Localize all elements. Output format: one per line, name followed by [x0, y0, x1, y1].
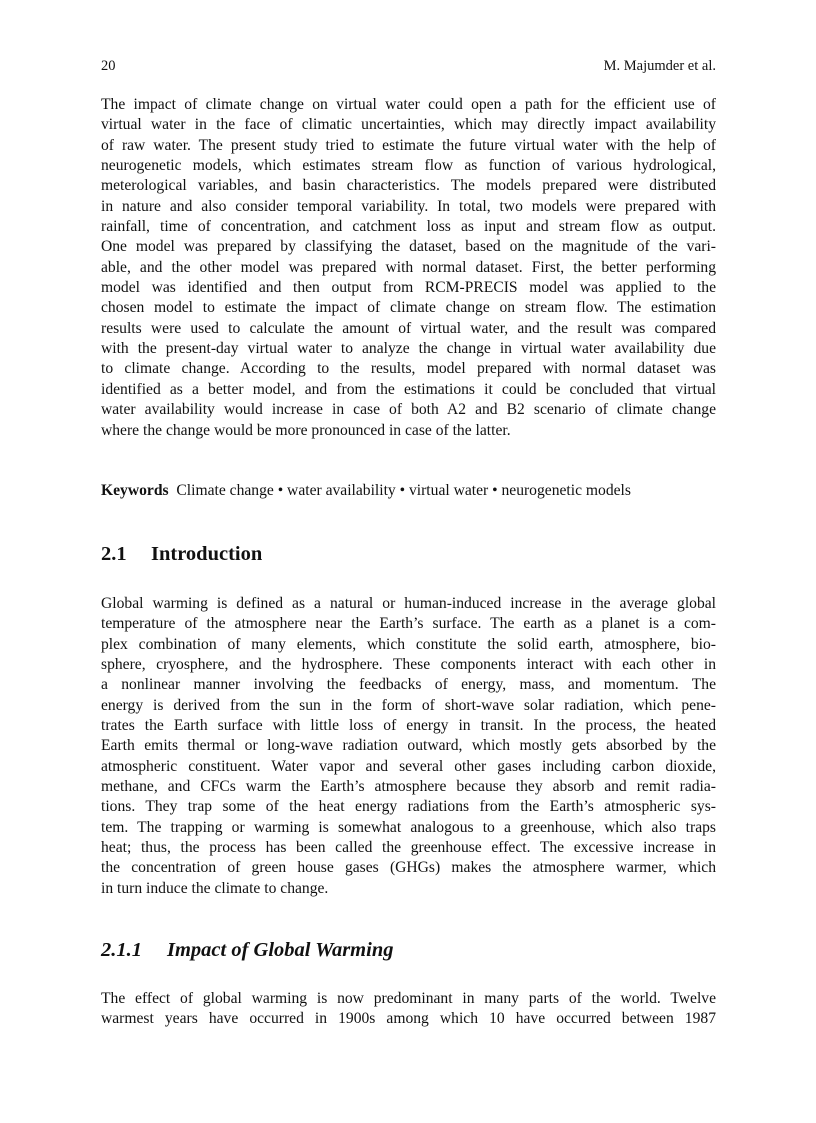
- text-line: tem. The trapping or warming is somewhat analogous to a greenhouse, which also traps: [101, 818, 716, 836]
- text-line: of raw water. The present study tried to estimate the future virtual water with the help of: [101, 136, 716, 154]
- text-line: able, and the other model was prepared with normal dataset. First, the better performing: [101, 258, 716, 276]
- keywords-text: Climate change • water availability • virtual water • neurogenetic models: [176, 482, 631, 499]
- text-line: the concentration of green house gases (GHGs) makes the atmosphere warmer, which: [101, 859, 716, 877]
- text-line: identified as a better model, and from the estimations it could be concluded that virtual: [101, 380, 716, 398]
- page-number: 20: [101, 58, 116, 74]
- text-line: with the present-day virtual water to analyze the change in virtual water availability due: [101, 340, 716, 358]
- text-line: virtual water in the face of climatic uncertainties, which may directly impact availability: [101, 116, 716, 134]
- text-line: methane, and CFCs warm the Earth’s atmosphere because they absorb and remit radia-: [101, 778, 716, 796]
- text-line: meterological variables, and basin characteristics. The models prepared were distributed: [101, 177, 716, 195]
- text-line: model was identified and then output from RCM-PRECIS model was applied to the: [101, 279, 716, 297]
- abstract: [101, 95, 716, 441]
- text-line: Earth emits thermal or long-wave radiation outward, which mostly gets absorbed by the: [101, 737, 716, 755]
- impact-paragraph: [101, 989, 716, 1030]
- text-line: temperature of the atmosphere near the Earth’s surface. The earth as a planet is a com-: [101, 615, 716, 633]
- section-heading-introduction: 2.1 Introduction: [101, 543, 263, 565]
- text-line: to climate change. According to the results, model prepared with normal dataset was: [101, 360, 716, 378]
- introduction-paragraph: [101, 594, 716, 899]
- text-line: in turn induce the climate to change.: [101, 879, 329, 897]
- text-line: energy is derived from the sun in the form of short-wave solar radiation, which pene-: [101, 696, 716, 714]
- text-line: water availability would increase in case of both A2 and B2 scenario of climate change: [101, 401, 716, 419]
- text-line: The impact of climate change on virtual water could open a path for the efficient use of: [101, 96, 716, 113]
- text-line: rainfall, time of concentration, and catchment loss as input and stream flow as output.: [101, 218, 716, 236]
- text-line: trates the Earth surface with little loss of energy in transit. In the process, the heated: [101, 717, 716, 735]
- text-line: The effect of global warming is now predominant in many parts of the world. Twelve: [101, 990, 716, 1007]
- text-line: where the change would be more pronounced in case of the latter.: [101, 421, 511, 439]
- text-line: tions. They trap some of the heat energy radiations from the Earth’s atmospheric sys-: [101, 798, 716, 816]
- text-line: warmest years have occurred in 1900s among which 10 have occurred between 1987: [101, 1010, 716, 1028]
- subsection-heading-impact: 2.1.1 Impact of Global Warming: [101, 939, 394, 961]
- running-header-authors: M. Majumder et al.: [603, 58, 716, 74]
- text-line: atmospheric constituent. Water vapor and several other gases including carbon dioxide,: [101, 757, 716, 775]
- keywords-label: Keywords: [101, 482, 169, 499]
- text-line: plex combination of many elements, which constitute the solid earth, atmosphere, bio-: [101, 635, 716, 653]
- text-line: Global warming is defined as a natural or human-induced increase in the average global: [101, 595, 716, 612]
- keywords: [101, 481, 716, 501]
- text-line: One model was prepared by classifying the dataset, based on the magnitude of the vari-: [101, 238, 716, 256]
- text-line: in nature and also consider temporal variability. In total, two models were prepared with: [101, 197, 716, 215]
- text-line: results were used to calculate the amount of virtual water, and the result was compared: [101, 319, 716, 337]
- text-line: a nonlinear manner involving the feedbacks of energy, mass, and momentum. The: [101, 676, 716, 694]
- text-line: heat; thus, the process has been called the greenhouse effect. The excessive increase in: [101, 839, 716, 857]
- text-line: neurogenetic models, which estimates stream flow as function of various hydrological,: [101, 157, 716, 175]
- text-line: sphere, cryosphere, and the hydrosphere. These components interact with each other in: [101, 656, 716, 674]
- text-line: chosen model to estimate the impact of climate change on stream flow. The estimation: [101, 299, 716, 317]
